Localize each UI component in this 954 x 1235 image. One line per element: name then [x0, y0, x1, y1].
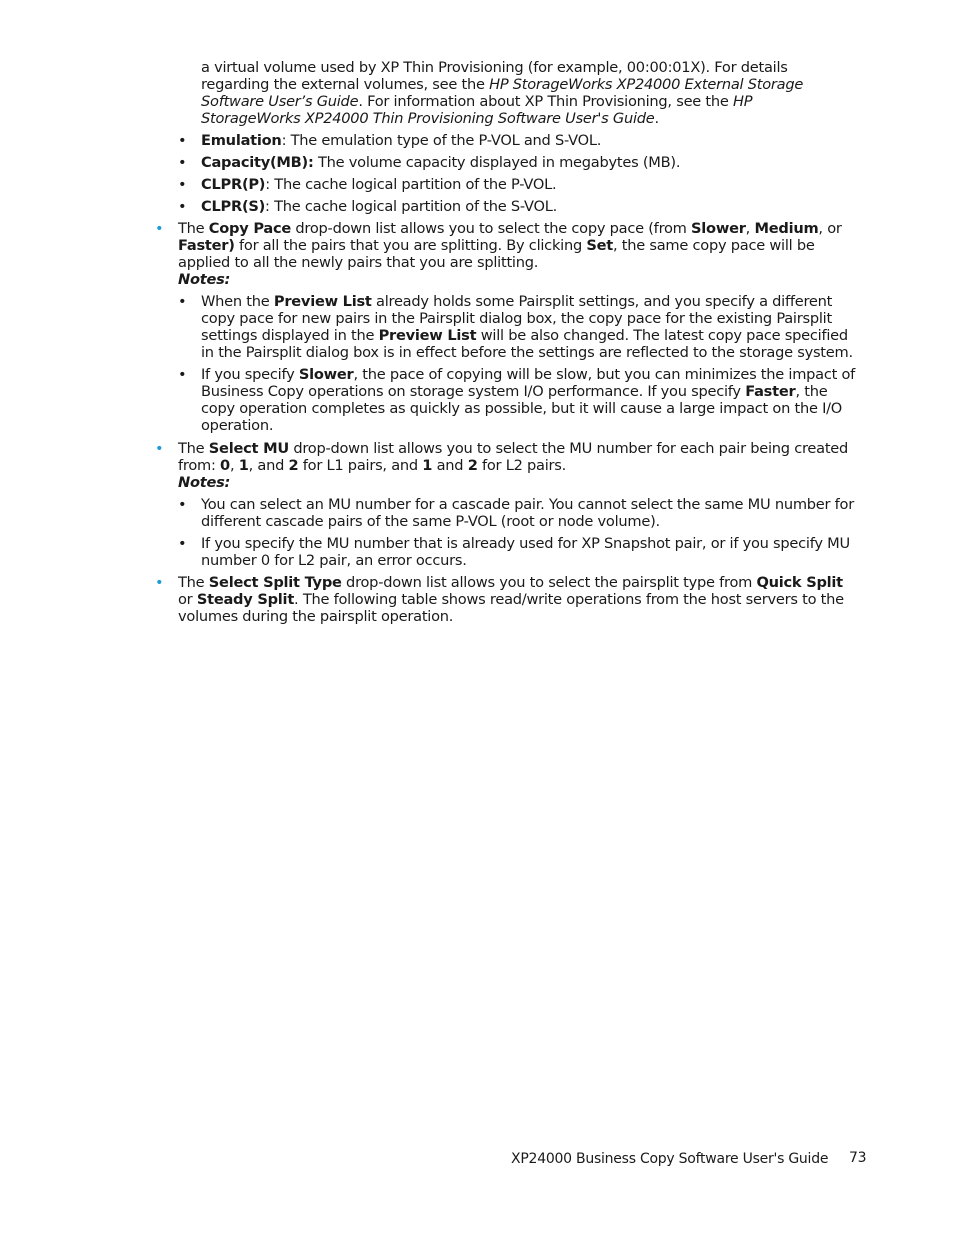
footer-document-title: XP24000 Business Copy Software User's Guide	[511, 1151, 829, 1167]
list-item: • If you specify Slower, the pace of copying will be slow, but you can minimizes the impact of Business Copy operations on storage system I/O performance. If you specify Faster, the copy operation completes as quickly as possible, but it will cause a large impact on the I/O operation.	[178, 366, 858, 434]
select-mu-notes-list	[178, 496, 858, 569]
notes-label: Notes:	[178, 474, 231, 491]
list-item: • CLPR(P): The cache logical partition of the P-VOL.	[178, 176, 838, 193]
split-type-description: • The Select Split Type drop-down list allows you to select the pairsplit type from Quick Split or Steady Split. The following table shows read/write operations from the host servers to the volumes during the pairsplit operation.	[178, 574, 844, 625]
list-item: • Capacity(MB): The volume capacity displayed in megabytes (MB).	[178, 154, 838, 171]
intro-text-3: .	[654, 110, 659, 127]
list-item: • Emulation: The emulation type of the P-VOL and S-VOL.	[178, 132, 838, 149]
notes-label: Notes:	[178, 271, 231, 288]
list-item: • If you specify the MU number that is already used for XP Snapshot pair, or if you specify MU number 0 for L2 pair, an error occurs.	[178, 535, 858, 569]
list-item: • CLPR(S): The cache logical partition of the S-VOL.	[178, 198, 838, 215]
select-mu-description: • The Select MU drop-down list allows you to select the MU number for each pair being created from: 0, 1, and 2 for L1 pairs, and 1 and 2 for L2 pairs.	[178, 440, 849, 474]
copy-pace-description: • The Copy Pace drop-down list allows you to select the copy pace (from Slower, Medium, or Faster) for all the pairs that you are splitting. By clicking Set, the same copy pace will be applied to all the newly pairs that you are splitting.	[178, 220, 842, 271]
list-item: • You can select an MU number for a cascade pair. You cannot select the same MU number for different cascade pairs of the same P-VOL (root or node volume).	[178, 496, 858, 530]
intro-text-2: . For information about XP Thin Provisioning, see the	[358, 93, 733, 110]
split-type-section	[155, 574, 858, 625]
copy-pace-notes-list	[178, 293, 858, 434]
select-mu-section	[155, 440, 858, 574]
thin-provisioning-guide-reference: HP StorageWorks XP24000 Thin Provisioning Software User's Guide	[201, 93, 753, 127]
external-volume-note	[201, 59, 833, 127]
external-storage-guide-reference: HP StorageWorks XP24000 External Storage Software User’s Guide	[201, 76, 804, 110]
column-definitions-list	[178, 132, 838, 220]
list-item: • When the Preview List already holds some Pairsplit settings, and you specify a different copy pace for new pairs in the Pairsplit dialog box, the copy pace for the existing Pairsplit settings displayed in the Preview List will be also changed. The latest copy pace specified in the Pairsplit dialog box is in effect before the settings are reflected to the storage system.	[178, 293, 858, 361]
copy-pace-section	[155, 220, 858, 439]
page-number: 73	[849, 1150, 867, 1166]
intro-text-1: a virtual volume used by XP Thin Provisioning (for example, 00:00:01X). For details regarding the external volumes, see the	[201, 59, 788, 93]
